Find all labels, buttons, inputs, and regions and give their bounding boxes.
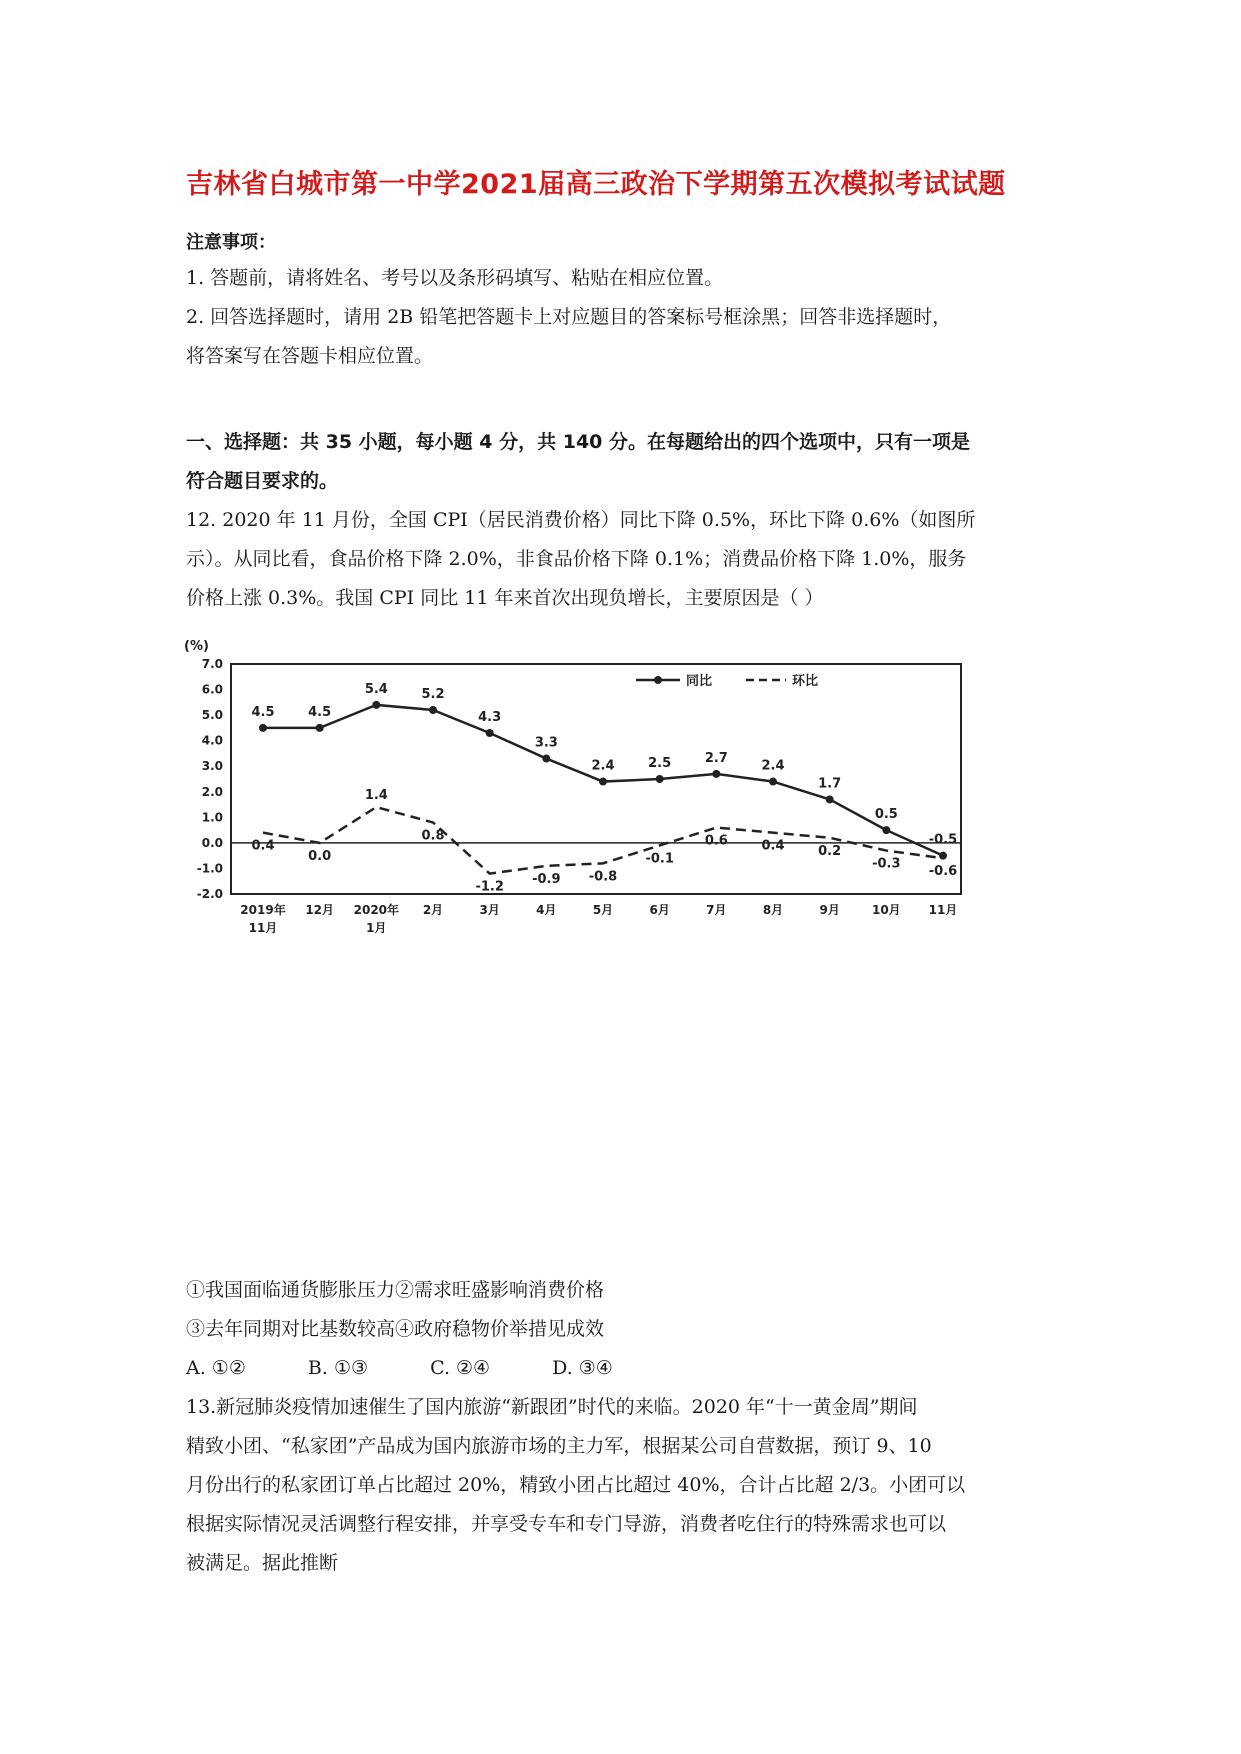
legend-mom-label: 环比 [792,674,819,689]
yoy-point [259,724,267,732]
yoy-point [429,706,437,714]
x-tick-label: 2019年 [240,903,286,917]
mom-data-label: -0.8 [588,869,618,885]
mom-data-label: 0.6 [704,833,728,849]
mom-data-label: -0.3 [872,856,901,872]
option-b: B. ①③ [307,1357,369,1379]
mom-data-label: -0.6 [928,864,958,880]
y-tick-label: 4.0 [201,733,223,748]
yoy-data-label: 0.5 [874,807,898,823]
q13-text-line-3: 月份出行的私家团订单占比超过 20%，精致小团占比超过 40%，合计占比超 2/3。小团可以 [186,1474,966,1496]
mom-data-label: 0.8 [421,828,445,844]
y-unit-label: (%) [184,639,209,654]
yoy-data-label: 2.5 [648,756,672,771]
note-item-1: 1. 答题前，请将姓名、考号以及条形码填写、粘贴在相应位置。 [186,267,724,289]
yoy-data-label: 5.4 [364,681,388,697]
yoy-point [656,775,664,783]
y-tick-label: 3.0 [201,759,223,774]
mom-data-label: 0.0 [308,848,332,864]
cpi-line-chart [176,632,976,942]
yoy-point [882,826,890,834]
yoy-point [542,755,550,763]
yoy-data-label: 5.2 [421,687,445,702]
q13-text-line-4: 根据实际情况灵活调整行程安排，并享受专车和专门导游，消费者吃住行的特殊需求也可以 [186,1513,947,1535]
x-tick-label: 1月 [366,921,387,935]
yoy-point [599,778,607,786]
y-tick-label: -1.0 [196,861,223,876]
mom-data-label: -0.1 [645,851,674,867]
mom-data-label: -0.9 [532,871,561,887]
yoy-point [939,852,947,860]
x-tick-label: 2月 [422,903,444,917]
mom-data-label: -1.2 [475,879,504,895]
q12-text-line-3: 价格上涨 0.3%。我国 CPI 同比 11 年来首次出现负增长，主要原因是（ ） [186,587,824,609]
q12-options [186,1354,669,1382]
q12-text-line-2: 示）。从同比看，食品价格下降 2.0%，非食品价格下降 0.1%；消费品价格下降 1.0%，服务 [186,548,967,570]
option-c: C. ②④ [430,1357,491,1379]
series-line-mom [263,807,943,873]
yoy-data-label: 4.5 [251,704,275,720]
cpi-chart-svg [176,632,976,942]
yoy-data-label: 3.3 [534,735,558,751]
y-tick-label: 6.0 [201,682,223,697]
option-a: A. ①② [186,1357,246,1379]
x-tick-label: 11月 [248,921,278,935]
x-tick-label: 8月 [762,903,784,917]
q12-text-line-1: 12. 2020 年 11 月份，全国 CPI（居民消费价格）同比下降 0.5%，环比下降 0.6%（如图所 [186,509,976,531]
legend-yoy-marker [654,676,662,684]
yoy-point [372,701,380,709]
yoy-point [316,724,324,732]
y-tick-label: -2.0 [196,887,223,901]
x-tick-label: 4月 [536,903,557,917]
y-tick-label: 7.0 [201,657,223,671]
notes-heading: 注意事项： [186,232,276,253]
note-item-2: 2. 回答选择题时，请用 2B 铅笔把答题卡上对应题目的答案标号框涂黑；回答非选择题时， [186,306,952,328]
yoy-point [712,770,720,778]
y-tick-label: 1.0 [201,810,223,825]
yoy-data-label: 2.7 [704,750,728,766]
note-item-2-continued: 将答案写在答题卡相应位置。 [186,345,434,367]
x-tick-label: 11月 [928,903,958,917]
x-tick-label: 2020年 [353,903,400,917]
x-tick-label: 9月 [819,903,840,917]
yoy-data-label: -0.5 [928,832,958,848]
yoy-point [486,729,494,737]
y-tick-label: 0.0 [201,835,223,850]
section-heading-line-1: 一、选择题：共 35 小题，每小题 4 分，共 140 分。在每题给出的四个选项中，只有一项是 [186,431,971,453]
y-tick-label: 5.0 [201,708,223,723]
yoy-data-label: 4.3 [478,710,502,725]
mom-data-label: 0.4 [761,838,785,854]
yoy-data-label: 2.4 [761,758,785,774]
mom-data-label: 1.4 [364,788,388,804]
q13-text-line-5: 被满足。据此推断 [186,1552,339,1574]
q13-text-line-2: 精致小团、“私家团”产品成为国内旅游市场的主力军，根据某公司自营数据，预订 9、10 [186,1435,932,1457]
mom-data-label: 0.2 [818,843,842,859]
x-tick-label: 12月 [305,903,335,917]
x-tick-label: 3月 [479,903,500,917]
legend-yoy-label: 同比 [686,674,713,689]
mom-data-label: 0.4 [251,838,275,854]
section-heading-line-2: 符合题目要求的。 [186,470,339,492]
x-tick-label: 5月 [592,903,614,917]
q13-text-line-1: 13.新冠肺炎疫情加速催生了国内旅游“新跟团”时代的来临。2020 年“十一黄金周”期间 [186,1396,918,1418]
y-tick-label: 2.0 [201,784,223,799]
q12-statements-1: ①我国面临通货膨胀压力②需求旺盛影响消费价格 [186,1279,605,1301]
option-d: D. ③④ [552,1357,613,1379]
q12-statements-2: ③去年同期对比基数较高④政府稳物价举措见成效 [186,1318,605,1340]
page-title: 吉林省白城市第一中学2021届高三政治下学期第五次模拟考试试题 [186,169,1006,200]
yoy-data-label: 4.5 [308,704,332,720]
yoy-data-label: 1.7 [818,776,842,792]
yoy-point [826,795,834,803]
yoy-data-label: 2.4 [591,758,615,774]
yoy-point [769,778,777,786]
x-tick-label: 6月 [649,903,670,917]
x-tick-label: 10月 [871,903,901,917]
x-tick-label: 7月 [706,903,727,917]
